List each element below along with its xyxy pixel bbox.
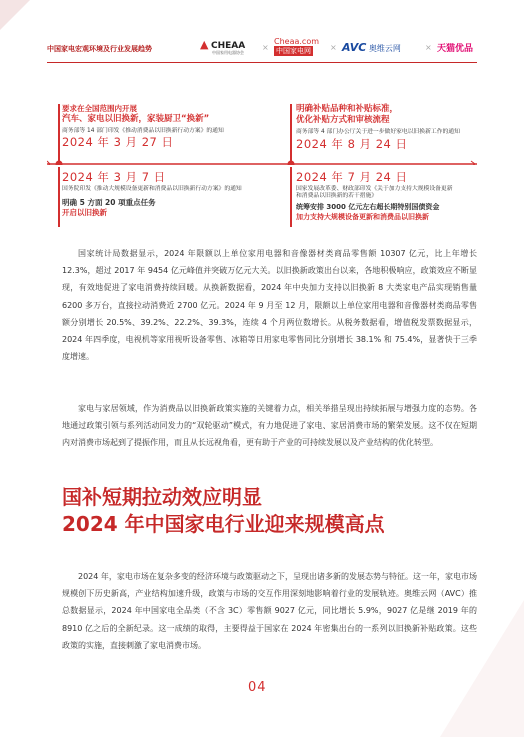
cheaa-logo: ▲ CHEAA 中国家用电器协会 <box>200 38 246 55</box>
timeline-event-2024-03-27: 要求在全国范围内开展 汽车、家电以旧换新，家装厨卫“换新” 商务部等 14 部门印发《推动消费品以旧换新行动方案》的通知 2024 年 3 月 27 日 <box>62 104 224 150</box>
section-title-line-1: 国补短期拉动效应明显 <box>62 485 262 509</box>
body-paragraph-3: 2024 年，家电市场在复杂多变的经济环境与政策驱动之下，呈现出诸多新的发展态势与特征。这一年，家电市场规模创下历史新高，产业结构加速升级，政策与市场的交互作用深刻地影响着行业的发展轨迹。奥维云网（AVC）推总数据显示，2024 年中国家电全品类（不含 3C）零售额 9027 亿元，同比增长 5.9%，9027 亿是继 2019 年的 8910 亿之后的全新纪录。这一成绩的取得，主要得益于国家在 2024 年密集出台的一系列以旧换新补贴政策。这些政策的实施，直接刺激了家电消费市场。 <box>62 572 477 650</box>
timeline-stem <box>290 167 292 227</box>
partner-logos <box>200 38 490 58</box>
separator: × <box>330 43 337 52</box>
body-paragraph-1: 国家统计局数据显示，2024 年限额以上单位家用电器和音像器材类商品零售额 10307 亿元，比上年增长 12.3%，超过 2017 年 9454 亿元峰值并突破万亿元大关。以旧换新政策出台以来，各地积极响应，政策效应不断显现，有效地促进了家电消费持续回暖。从换新数据看，2024 年中央加力支持以旧换新 8 大类家电产品实现销售量 6200 多万台，直接拉动消费近 2700 亿元。2024 年 9 月至 12 月，限额以上单位家用电器和音像器材类商品零售额分别增长 20.5%、39.2%、22.2%、39.3%，连续 4 个月两位数增长。从税务数据看，增值税发票数据显示，2024 年四季度，电视机等家用视听设备零售、冰箱等日用家电零售同比分别增长 38.1% 和 75.4%，显著快于三季度增速。 <box>62 249 477 362</box>
running-header: 中国家电宏观环境及行业发展趋势 <box>47 45 152 53</box>
section-title-line-2: 2024 年中国家电行业迎来规模高点 <box>62 512 385 536</box>
tmall-logo: 天猫优品 <box>437 44 474 54</box>
separator: × <box>425 43 432 52</box>
page-number: 04 <box>248 680 267 695</box>
timeline-event-2024-03-07: 2024 年 3 月 7 日 国务院印发《推动大规模设备更新和消费品以旧换新行动方案》的通知 明确 5 方面 20 项重点任务 开启以旧换新 <box>62 170 242 218</box>
timeline-event-2024-07-24: 2024 年 7 月 24 日 国家发展改革委、财政部印发《关于加力支持大规模设备更新 和消费品以旧换新的若干措施》 统筹安排 3000 亿元左右超长期特别国债资金 加力支持大规模设备更新和消费品以旧换新 <box>296 170 453 221</box>
timeline-stem <box>58 167 60 227</box>
timeline-dot <box>56 161 63 166</box>
corner-triangle <box>0 0 30 30</box>
timeline-stem <box>58 104 60 161</box>
timeline-dot <box>288 161 295 166</box>
timeline-event-2024-08-24: 明确补贴品种和补贴标准， 优化补贴方式和审核流程 商务部等 4 部门办公厅关于进一步做好家电以旧换新工作的通知 2024 年 8 月 24 日 <box>296 104 460 151</box>
timeline-axis <box>47 159 477 165</box>
timeline-stem <box>290 104 292 161</box>
avc-logo: AVC 奥维云网 <box>342 41 401 54</box>
header-rule <box>47 62 477 63</box>
cheaa-com-logo: Cheaa.com 中国家电网 <box>274 37 320 55</box>
body-paragraph-2: 家电与家居领域，作为消费品以旧换新政策实施的关键着力点，相关举措呈现出持续拓展与增强力度的态势。各地通过政策引领与系列活动同发力的“双轮驱动”模式，有力地促进了家电、家居消费市场的繁荣发展。这不仅在短期内对消费市场起到了提振作用，而且从长远视角看，更有助于产业的可持续发展以及产业结构的优化转型。 <box>62 404 477 448</box>
separator: × <box>262 43 269 52</box>
cheaa-mark-icon: ▲ <box>200 38 209 51</box>
